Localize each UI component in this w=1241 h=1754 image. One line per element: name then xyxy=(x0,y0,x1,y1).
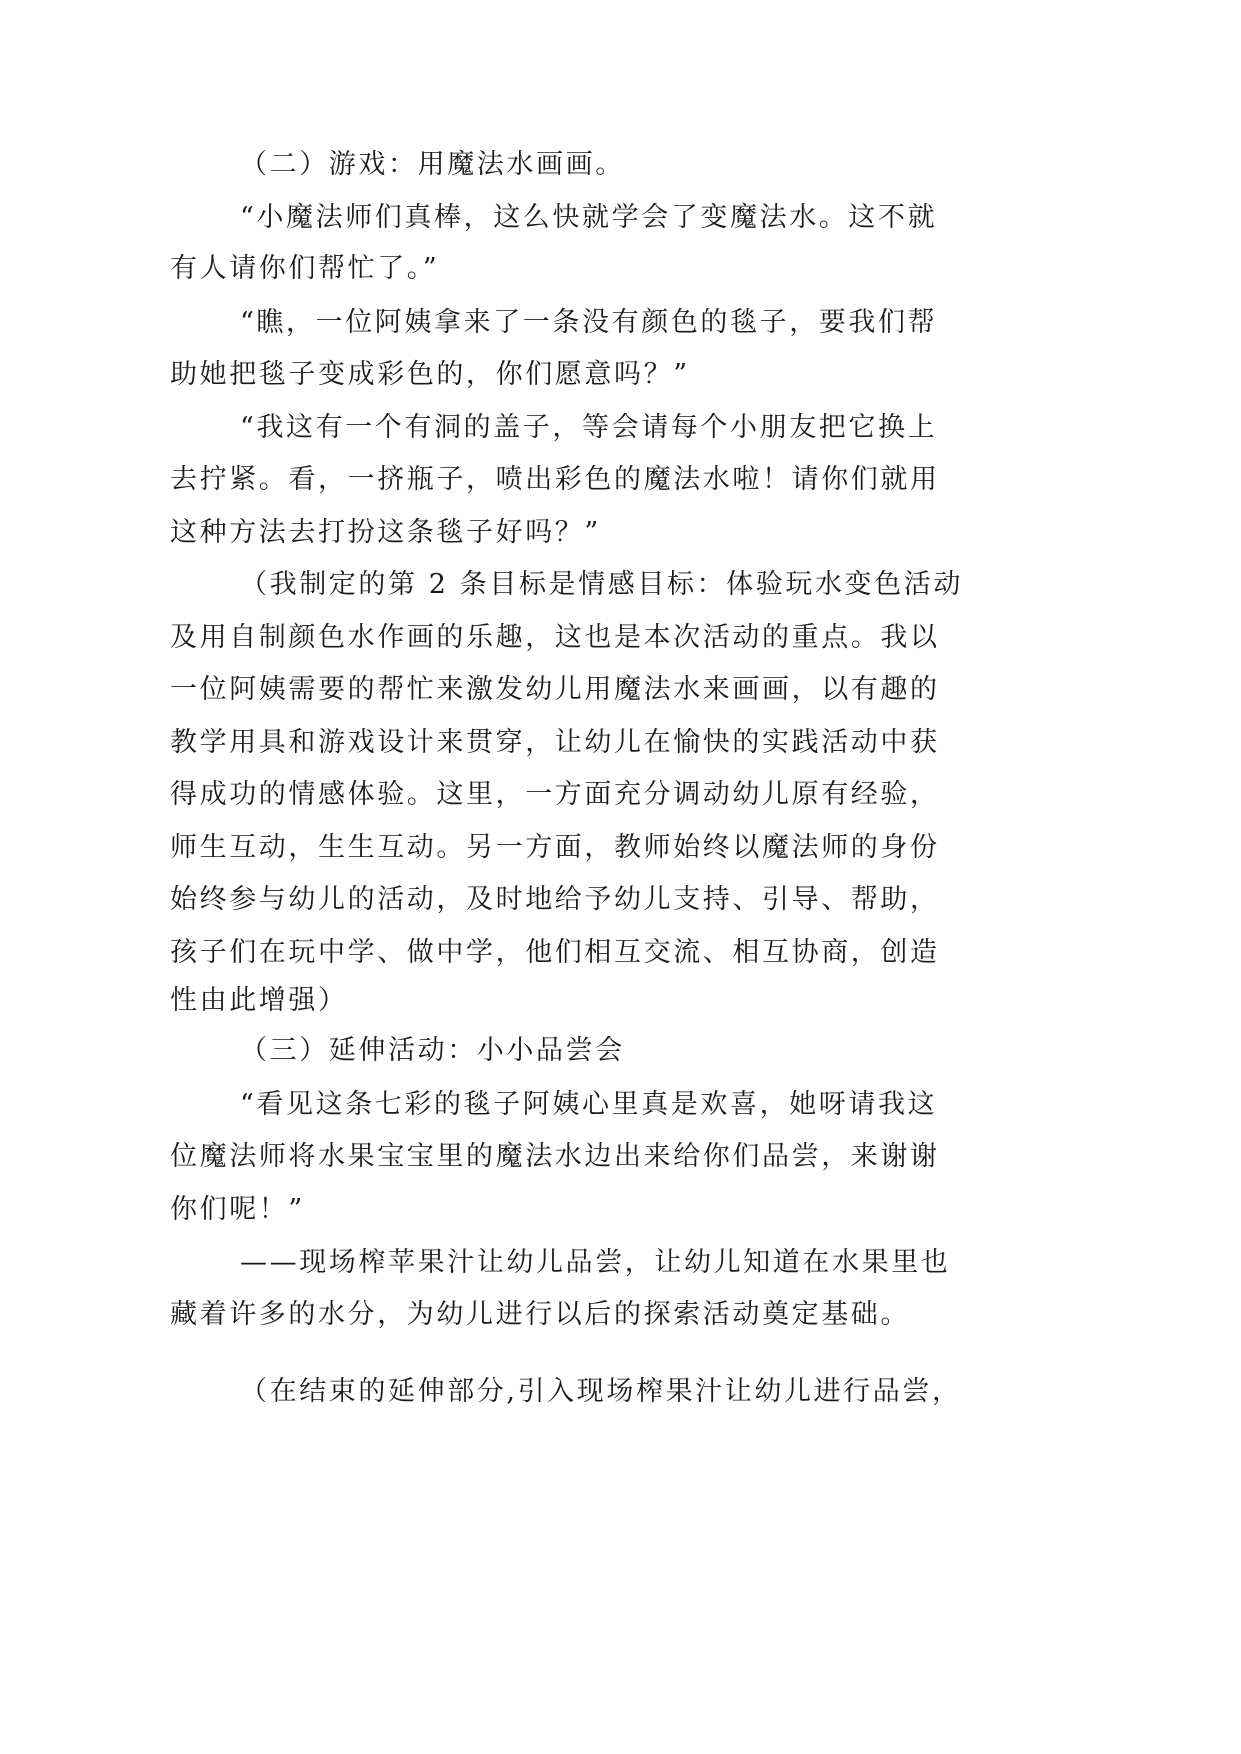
paragraph-line: “瞧，一位阿姨拿来了一条没有颜色的毯子，要我们帮 xyxy=(240,307,938,338)
paragraph-line: 去拧紧。看，一挤瓶子，喷出彩色的魔法水啦！请你们就用 xyxy=(170,464,940,495)
paragraph-line: 你们呢！” xyxy=(170,1194,305,1225)
paragraph-line: 助她把毯子变成彩色的，你们愿意吗？” xyxy=(170,359,690,390)
paragraph-line: ——现场榨苹果汁让幼儿品尝，让幼儿知道在水果里也 xyxy=(240,1247,951,1278)
paragraph-line: （我制定的第 2 条目标是情感目标：体验玩水变色活动 xyxy=(240,569,963,600)
paragraph-line: 得成功的情感体验。这里，一方面充分调动幼儿原有经验， xyxy=(170,779,940,810)
paragraph-line: 及用自制颜色水作画的乐趣，这也是本次活动的重点。我以 xyxy=(170,622,940,653)
paragraph-line: 始终参与幼儿的活动，及时地给予幼儿支持、引导、帮助， xyxy=(170,884,940,915)
paragraph-line: 性由此增强） xyxy=(170,985,348,1016)
paragraph-line: 一位阿姨需要的帮忙来激发幼儿用魔法水来画画，以有趣的 xyxy=(170,674,940,705)
section-heading-game: （二）游戏：用魔法水画画。 xyxy=(240,149,625,180)
paragraph-line: “小魔法师们真棒，这么快就学会了变魔法水。这不就 xyxy=(240,202,938,233)
paragraph-line: 有人请你们帮忙了。” xyxy=(170,253,440,284)
paragraph-line: 位魔法师将水果宝宝里的魔法水边出来给你们品尝，来谢谢 xyxy=(170,1141,940,1172)
paragraph-line: “看见这条七彩的毯子阿姨心里真是欢喜，她呀请我这 xyxy=(240,1089,938,1120)
paragraph-line: 教学用具和游戏设计来贯穿，让幼儿在愉快的实践活动中获 xyxy=(170,727,940,758)
paragraph-line: 孩子们在玩中学、做中学，他们相互交流、相互协商，创造 xyxy=(170,937,940,968)
paragraph-line: 师生互动，生生互动。另一方面，教师始终以魔法师的身份 xyxy=(170,832,940,863)
paragraph-line: 藏着许多的水分，为幼儿进行以后的探索活动奠定基础。 xyxy=(170,1299,910,1330)
paragraph-line: （在结束的延伸部分,引入现场榨果汁让幼儿进行品尝， xyxy=(240,1376,962,1407)
section-heading-extension: （三）延伸活动：小小品尝会 xyxy=(240,1035,625,1066)
paragraph-line: “我这有一个有洞的盖子，等会请每个小朋友把它换上 xyxy=(240,412,938,443)
paragraph-line: 这种方法去打扮这条毯子好吗？” xyxy=(170,517,601,548)
